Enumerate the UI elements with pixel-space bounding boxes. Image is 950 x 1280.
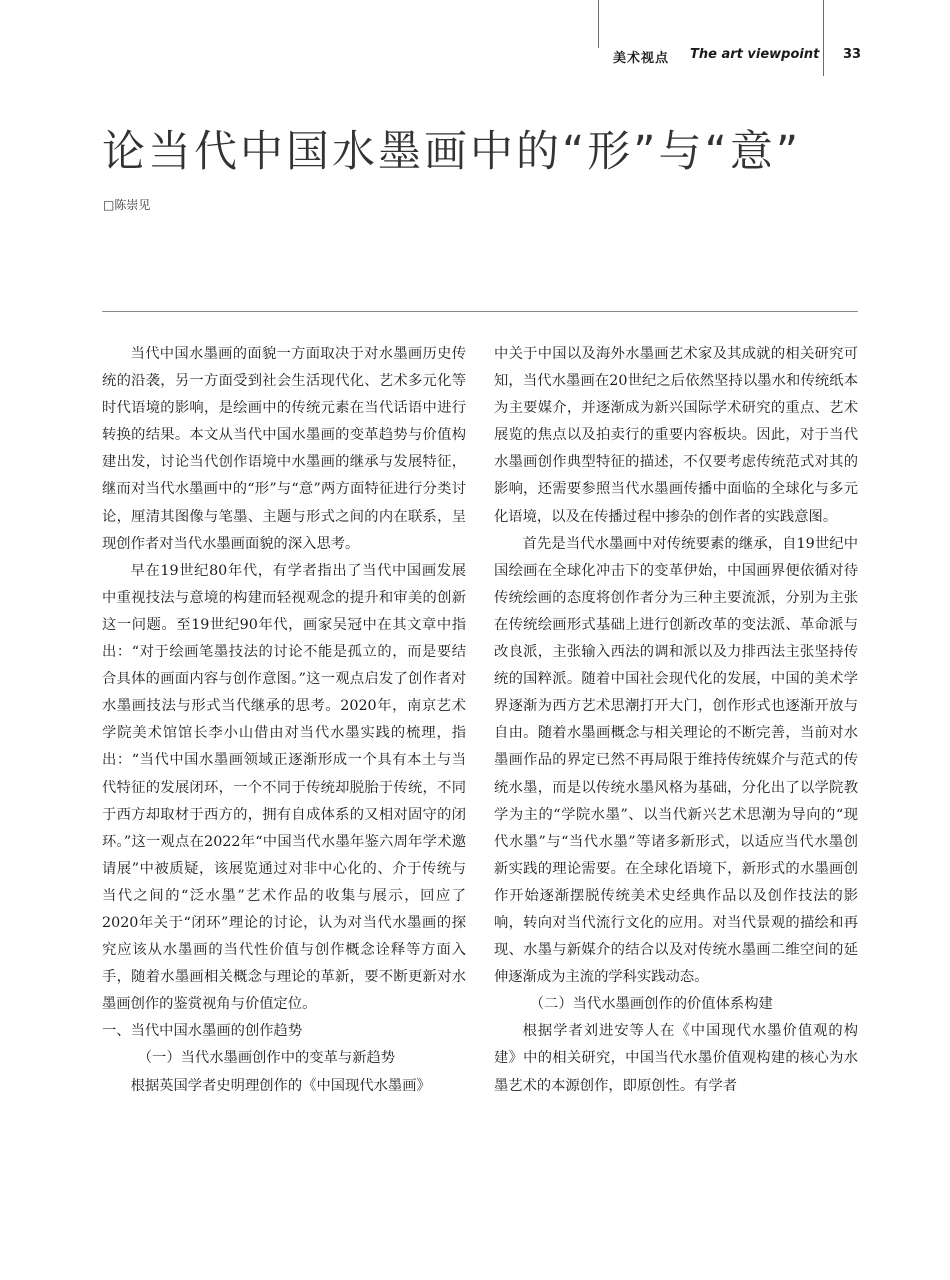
paragraph: 早在19世纪80年代，有学者指出了当代中国画发展中重视技法与意境的构建而轻视观念的提升和审美的创新这一问题。至19世纪90年代，画家吴冠中在其文章中指出：“对于绘画笔墨技法的讨论不能是孤立的，而是要结合具体的画面内容与创作意图。”这一观点启发了创作者对水墨画技法与形式当代继承的思考。2020年，南京艺术学院美术馆馆长李小山借由对当代水墨实践的梳理，指出：“当代中国水墨画领域正逐渐形成一个具有本土与当代特征的发展闭环，一个不同于传统却脱胎于传统，不同于西方却取材于西方的，拥有自成体系的又相对固守的闭环。”这一观点在2022年“中国当代水墨年鉴六周年学术邀请展”中被质疑，该展览通过对非中心化的、介于传统与当代之间的“泛水墨”艺术作品的收集与展示，回应了2020年关于“闭环”理论的讨论，认为对当代水墨画的探究应该从水墨画的当代性价值与创作概念诠释等方面入手，随着水墨画相关概念与理论的革新，要不断更新对水墨画创作的鉴赏视角与价值定位。 — [102, 562, 466, 1013]
paragraph: 中关于中国以及海外水墨画艺术家及其成就的相关研究可知，当代水墨画在20世纪之后依然坚持以墨水和传统纸本为主要媒介，并逐渐成为新兴国际学术研究的重点、艺术展览的焦点以及拍卖行的重要内容板块。因此，对于当代水墨画创作典型特征的描述，不仅要考虑传统范式对其的影响，还需要参照当代水墨画传播中面临的全球化与多元化语境，以及在传播过程中掺杂的创作者的实践意图。 — [494, 346, 858, 525]
page-number: 33 — [843, 47, 862, 62]
running-header — [600, 45, 900, 67]
paragraph: 根据学者刘进安等人在《中国现代水墨价值观的构建》中的相关研究，中国当代水墨价值观构建的核心为水墨艺术的本源创作，即原创性。有学者 — [494, 1023, 858, 1094]
paragraph: 当代中国水墨画的面貌一方面取决于对水墨画历史传统的沿袭，另一方面受到社会生活现代化、艺术多元化等时代语境的影响，是绘画中的传统元素在当代话语中进行转换的结果。本文从当代中国水墨画的变革趋势与价值构建出发，讨论当代创作语境中水墨画的继承与发展特征，继而对当代水墨画中的“形”与“意”两方面特征进行分类讨论，厘清其图像与笔墨、主题与形式之间的内在联系，呈现创作者对当代水墨画面貌的深入思考。 — [102, 346, 466, 552]
author-byline: □陈崇见 — [103, 198, 151, 212]
title-divider — [102, 311, 858, 312]
header-divider-left — [598, 0, 599, 48]
subsection-heading: （二）当代水墨画创作的价值体系构建 — [529, 996, 773, 1013]
article-title: 论当代中国水墨画中的“形”与“意” — [102, 127, 802, 177]
subsection-heading: （一）当代水墨画创作中的变革与新趋势 — [137, 1050, 396, 1067]
section-name-en: The art viewpoint — [690, 47, 820, 62]
text-column-left — [102, 341, 466, 1100]
paragraph: 首先是当代水墨画中对传统要素的继承，自19世纪中国绘画在全球化冲击下的变革伊始，中国画界便依循对待传统绘画的态度将创作者分为三种主要流派，分别为主张在传统绘画形式基础上进行创新改革的变法派、革命派与改良派，主张输入西法的调和派以及力排西法主张坚持传统的国粹派。随着中国社会现代化的发展，中国的美术学界逐渐为西方艺术思潮打开大门，创作形式也逐渐开放与自由。随着水墨画概念与相关理论的不断完善，当前对水墨画作品的界定已然不再局限于维持传统媒介与范式的传统水墨，而是以传统水墨风格为基础，分化出了以学院教学为主的“学院水墨”、以当代新兴艺术思潮为导向的“现代水墨”与“当代水墨”等诸多新形式，以适应当代水墨创新实践的理论需要。在全球化语境下，新形式的水墨画创作开始逐渐摆脱传统美术史经典作品以及创作技法的影响，转向对当代流行文化的应用。对当代景观的描绘和再现、水墨与新媒介的结合以及对传统水墨画二维空间的延伸逐渐成为主流的学科实践动态。 — [494, 535, 858, 986]
text-column-right — [494, 341, 858, 1100]
paragraph: 根据英国学者史明理创作的《中国现代水墨画》 — [130, 1077, 431, 1094]
section-heading: 一、当代中国水墨画的创作趋势 — [102, 1023, 303, 1040]
section-name: 美术视点 — [613, 51, 670, 66]
